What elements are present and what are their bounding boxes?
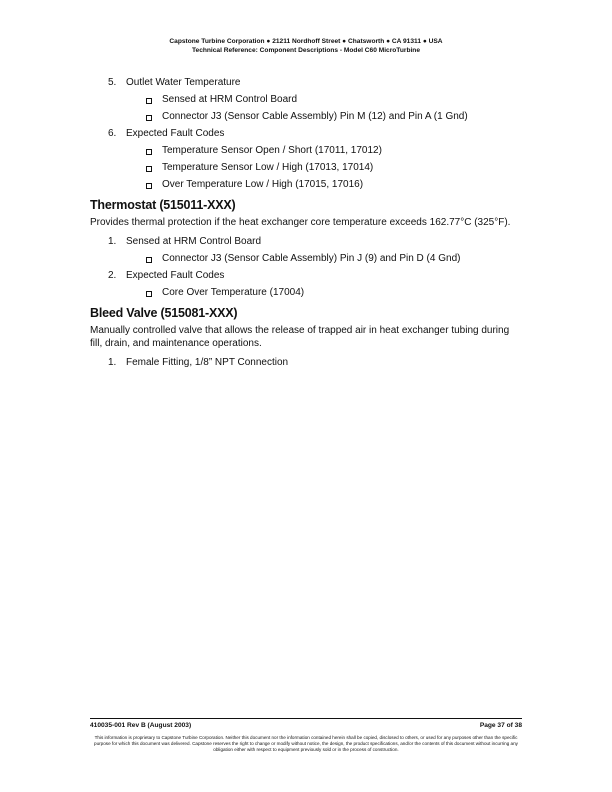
section-title-thermostat: Thermostat (515011-XXX) [90, 198, 236, 212]
header-reference-line: Technical Reference: Component Descriptions - Model C60 MicroTurbine [191, 47, 420, 54]
list-item-expected-fault-codes [90, 267, 522, 284]
footer-doc-ref: 410035-001 Rev B (August 2003) [90, 722, 192, 729]
list-item-expected-fault-codes [90, 125, 522, 142]
bullet-item [90, 159, 522, 176]
section-title-bleed-valve: Bleed Valve (515081-XXX) [90, 306, 238, 320]
bullet-item [90, 284, 522, 301]
item-number: 1. [108, 357, 117, 368]
bullet-text: Core Over Temperature (17004) [162, 287, 305, 298]
footer-page-number: Page 37 of 38 [479, 722, 522, 729]
square-bullet-icon [146, 149, 152, 155]
bullet-text: Connector J3 (Sensor Cable Assembly) Pin J (9) and Pin D (4 Gnd) [162, 253, 461, 264]
bullet-item [90, 176, 522, 193]
item-label: Expected Fault Codes [126, 270, 225, 281]
bullet-text: Connector J3 (Sensor Cable Assembly) Pin M (12) and Pin A (1 Gnd) [162, 111, 468, 122]
bullet-text: Sensed at HRM Control Board [162, 94, 298, 105]
bullet-item [90, 108, 522, 125]
square-bullet-icon [146, 166, 152, 172]
item-number: 1. [108, 236, 117, 247]
bullet-item [90, 91, 522, 108]
bullet-text: Over Temperature Low / High (17015, 17016) [162, 179, 364, 190]
square-bullet-icon [146, 98, 152, 104]
item-label: Expected Fault Codes [126, 128, 225, 139]
footer-proprietary-notice: This information is proprietary to Capstone Turbine Corporation. Neither this document nor the information contained herein shall be copied, disclosed to others, or used for any purposes other than the specific purpose for which this document was delivered. Capstone reserves the right to change or modify without notice, the design, the product specifications, and/or the contents of this document without incurring any obligation either with respect to equipment previously sold or in the process of construction. [94, 735, 518, 752]
square-bullet-icon [146, 115, 152, 121]
item-number: 5. [108, 77, 117, 88]
bullet-text: Temperature Sensor Open / Short (17011, 17012) [162, 145, 382, 156]
item-label: Sensed at HRM Control Board [126, 236, 262, 247]
page-content [90, 74, 522, 371]
header-company-line: Capstone Turbine Corporation ● 21211 Nordhoff Street ● Chatsworth ● CA 91311 ● USA [169, 38, 443, 45]
item-number: 2. [108, 270, 117, 281]
section-description: Manually controlled valve that allows the release of trapped air in heat exchanger tubing during fill, drain, and maintenance operations. [90, 325, 510, 349]
list-item-outlet-water-temperature [90, 74, 522, 91]
square-bullet-icon [146, 183, 152, 189]
list-item-sensed-at [90, 233, 522, 250]
item-label: Outlet Water Temperature [126, 77, 241, 88]
item-number: 6. [108, 128, 117, 139]
item-label: Female Fitting, 1/8” NPT Connection [126, 357, 289, 368]
page-header [0, 37, 612, 55]
bullet-text: Temperature Sensor Low / High (17013, 17014) [162, 162, 374, 173]
footer-divider [90, 718, 522, 719]
square-bullet-icon [146, 257, 152, 263]
list-item-female-fitting [90, 354, 522, 371]
bullet-item [90, 142, 522, 159]
bullet-item [90, 250, 522, 267]
section-description: Provides thermal protection if the heat exchanger core temperature exceeds 162.77°C (325°F). [90, 217, 511, 228]
square-bullet-icon [146, 291, 152, 297]
